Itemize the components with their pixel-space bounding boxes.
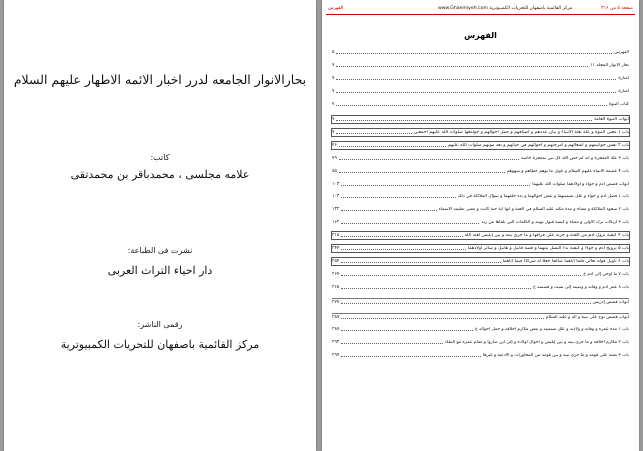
toc-entry[interactable] [332, 298, 629, 306]
toc-entry[interactable] [332, 116, 629, 123]
toc-entry-page: ۴۶ [332, 143, 337, 148]
toc-dot-leader [341, 318, 543, 319]
toc-entry[interactable] [332, 193, 629, 200]
toc-dot-leader [339, 146, 446, 147]
toc-entry-label: کتاب النبوة [608, 102, 629, 107]
toc-entry-label: باب ۵ تزويج آدم و حواء و كيفية بدء النسل منهما و قصة قابيل و هابيل و سائر أولادهما [467, 246, 629, 251]
toc-dot-leader [341, 249, 465, 250]
toc-entry-page: ۲۱۸ [332, 233, 340, 238]
toc-entry-label: باب ۳ علة المعجزة و أنه لم خص الله كل نبي بمعجزة خاصة [521, 156, 629, 161]
toc-entry[interactable] [332, 155, 629, 162]
toc-entry[interactable] [332, 101, 629, 108]
toc-dot-leader [341, 223, 479, 224]
toc-dot-leader [339, 172, 505, 173]
toc-entry[interactable] [332, 142, 629, 149]
toc-entry-label: باب ۳ ارتكاب ترك الأولى و معناه و كيفية قبول توبته و الكلمات التي تلقاها من ربه [481, 220, 629, 225]
toc-entry-page: ۱۰۳ [332, 194, 340, 199]
toc-entry-label: بحار الانوار المجلد ۱۱ [590, 63, 629, 68]
publisher-label: نشرت فی الطباعة: [127, 246, 193, 255]
toc-entry[interactable] [332, 232, 629, 239]
toc-entry-label: أبواب قصص نوح على نبينا و آله و عليه السلام [545, 315, 629, 320]
toc-entry[interactable] [332, 88, 629, 95]
toc-entry-label: باب ۲ نقش خواتيمهم و أشغالهم و أمزجتهم و أحوالهم في حياتهم و بعد موتهم صلوات الله عليهم [447, 143, 629, 148]
toc-entry[interactable] [332, 181, 629, 188]
toc-dot-leader [341, 303, 590, 304]
toc-entry[interactable] [332, 326, 629, 333]
toc-dot-leader [341, 262, 500, 263]
toc-entry-label: باب ۶ تأويل قوله تعالى فلما آتاهما صالحا جعلا له شركاء فيما آتاهما [502, 259, 629, 264]
toc-entry[interactable] [332, 168, 629, 175]
toc-dot-leader [341, 236, 462, 237]
toc-entry-page: ۲۵۴ [332, 259, 340, 264]
toc-dot-leader [341, 210, 436, 211]
toc-entry[interactable] [332, 49, 629, 56]
toc-entry-label: باب ۱ فضل آدم و حواء و علل تسميتهما و بعض أحوالهما و بدء خلقهما و سؤال الملائكة في ذلك [457, 194, 629, 199]
toc-entry-label: اشارة [618, 89, 629, 94]
toc-entry-page: ۲۶۵ [332, 285, 340, 290]
toc-entry-label: اشارة [618, 76, 629, 81]
toc-entry-label: باب ۱ معنی النبوة و علة بعثة الأنبياء و بيان عددهم و أصنافهم و جمل أحوالهم و جوامعها صلوات الله عليهم أجمعين [413, 130, 629, 135]
toc-entry-page: ۲۶۴ [332, 272, 340, 277]
page-header [326, 4, 635, 15]
toc-entry-label: باب ۸ عمر آدم و وفاته و وصيته إلى شيث و قصصه ع [533, 285, 629, 290]
toc-dot-leader [341, 356, 480, 357]
toc-dot-leader [341, 330, 473, 331]
right-page [322, 0, 639, 451]
author-name: علامه مجلسی ، محمدباقر بن محمدتقی [70, 168, 250, 181]
toc-entry-page: ۷ [332, 102, 335, 107]
toc-entry-page: ۲۸۷ [332, 327, 340, 332]
toc-dot-leader [341, 343, 442, 344]
toc-dot-leader [341, 288, 531, 289]
digital-publisher-name: مرکز القائمیة باصفهان للتحریات الکمبیوتریة [60, 338, 260, 351]
toc-entry-label: باب ۲ مكارم أخلاقه و ما جرى بينه و بين إبليس و أحوال أولاده و إلى أين صاروا و مقام عمره مع الملك [444, 340, 629, 345]
toc-entry-page: ۷۹ [332, 156, 337, 161]
toc-entry-label: أبواب قصص إدريس [592, 300, 629, 305]
publisher-name: دار احیاء التراث العربی [107, 264, 213, 277]
toc-entry[interactable] [332, 62, 629, 69]
toc-entry-page: ۱۶۲ [332, 220, 340, 225]
toc-dot-leader [336, 133, 411, 134]
toc-entry-page: ۷ [332, 117, 335, 122]
toc-dot-leader [341, 275, 581, 276]
toc-entry[interactable] [332, 284, 629, 291]
toc-entry[interactable] [332, 245, 629, 252]
toc-entry-label: باب ۲ سجود الملائكة و معناه و مدة مكثه عليه السلام في الجنة و أنها أية جنة كانت و معنى تعليمه الأسماء [438, 207, 629, 212]
toc-entry[interactable] [332, 313, 629, 321]
toc-dot-leader [336, 66, 588, 67]
toc-entry-label: باب ۴ عصمة الأنبياء عليهم السلام و تأويل ما يوهم خطأهم و سهوهم [506, 169, 629, 174]
toc-entry[interactable] [332, 339, 629, 346]
toc-entry-page: ۲۸۷ [332, 315, 340, 320]
toc-dot-leader [341, 185, 530, 186]
toc-dot-leader [339, 159, 519, 160]
toc-entry-page: ۲۹۷ [332, 353, 340, 358]
toc-entry[interactable] [332, 206, 629, 213]
toc-entry-label: باب ۴ كيفية نزول آدم من الجنة و حزنه على فراقها و ما جرى بينه و بين إبليس لعنه الله [464, 233, 629, 238]
toc-entry-page: ۵ [332, 50, 335, 55]
toc-dot-leader [341, 197, 455, 198]
toc-dot-leader [336, 105, 606, 106]
toc-entry-page: ۱۳۲ [332, 207, 340, 212]
toc-list [332, 45, 629, 359]
toc-entry-page: ۷ [332, 63, 335, 68]
toc-entry-label: باب ۷ ما أوحي إلى آدم ع [583, 272, 629, 277]
toc-entry-label: أبواب قصص آدم و حواء و أولادهما صلوات الله عليهما [532, 182, 629, 187]
toc-dot-leader [336, 92, 616, 93]
toc-entry-page: ۷ [332, 89, 335, 94]
toc-entry-label: باب ۳ بعثته على قومه و ما جرى بينه و بين قومه من المحاورات و الأدعية و غيرها [482, 353, 629, 358]
toc-entry[interactable] [332, 129, 629, 136]
toc-entry-label: باب ۱ مدة عمره و وفاته و ولادته و علل تسميته و بعض مكارم أخلاقه و جمل أحواله ع [475, 327, 629, 332]
toc-entry-label: الفهرس [614, 50, 629, 55]
toc-entry-page: ۲۷۷ [332, 300, 340, 305]
toc-entry[interactable] [332, 352, 629, 359]
toc-dot-leader [336, 53, 612, 54]
toc-entry-page: ۱۰۳ [332, 182, 340, 187]
left-page [4, 0, 316, 451]
toc-entry-page: ۲۹۳ [332, 340, 340, 345]
toc-entry-label: أبواب النبوة العامة [594, 117, 629, 122]
header-section: الفهرس [328, 6, 344, 11]
toc-entry[interactable] [332, 271, 629, 278]
book-title: بحارالانوار الجامعه لدرر اخبار الائمه الاطهار علیهم السلام [13, 72, 307, 87]
toc-entry-page: ۷ [332, 130, 335, 135]
toc-dot-leader [336, 79, 616, 80]
digital-publisher-label: رقمی الناشر: [137, 320, 183, 329]
toc-title: الفهرس [464, 31, 497, 40]
toc-entry-page: ۲۴۴ [332, 246, 340, 251]
toc-entry-page: ۸۵ [332, 169, 337, 174]
toc-dot-leader [336, 120, 592, 121]
author-label: کاتب: [150, 153, 170, 162]
toc-entry[interactable] [332, 219, 629, 226]
header-site: www.Ghaemiyeh.com مرکز القائمیة باصفهان للتحریات الکمبیوتریة [438, 6, 573, 11]
toc-entry[interactable] [332, 75, 629, 82]
toc-entry-page: ۷ [332, 76, 335, 81]
toc-entry[interactable] [332, 258, 629, 265]
header-page-number: صفحة ۵ من ۳۱۶ [601, 6, 633, 11]
